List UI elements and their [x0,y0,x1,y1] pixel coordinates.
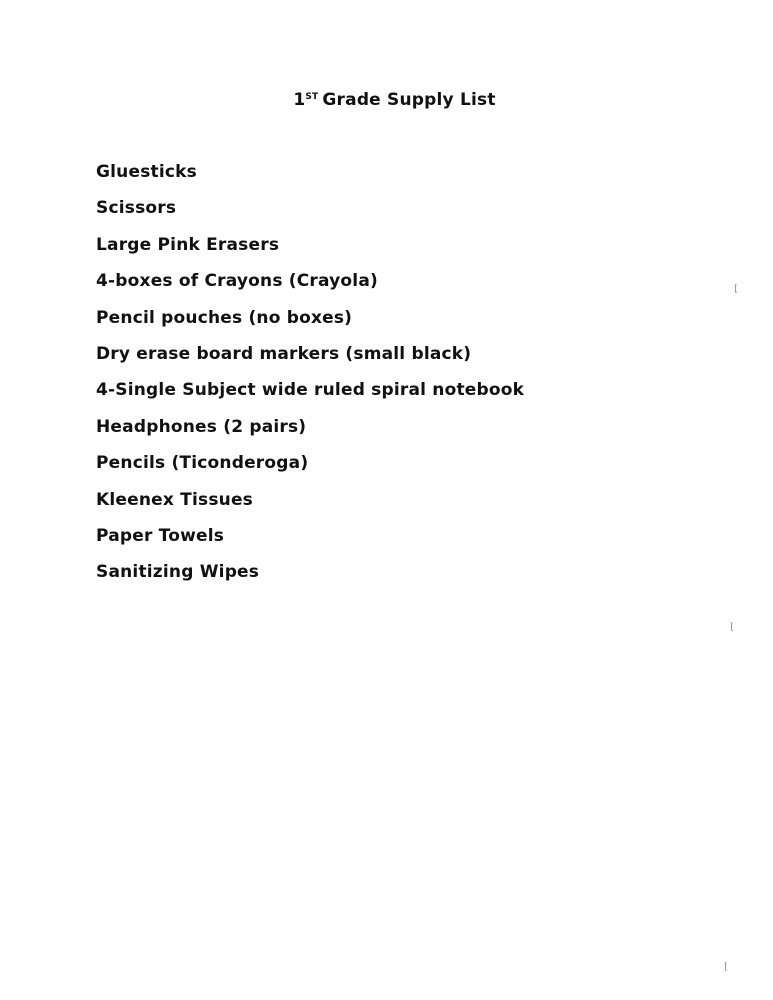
scan-speck: ꞁ [734,282,738,293]
supply-item: Pencil pouches (no boxes) [96,307,353,328]
scan-speck: ꞁ [730,620,734,631]
supply-item: Paper Towels [96,525,225,546]
title-grade-number: 1 [293,90,306,110]
supply-item: Gluesticks [96,162,197,182]
supply-item: Dry erase board markers (small black) [96,343,472,364]
supply-list [96,158,524,595]
supply-item: 4-Single Subject wide ruled spiral notebook [96,380,525,401]
scan-speck: ꞁ [724,960,728,971]
supply-item: Scissors [96,198,177,219]
supply-item: Pencils (Ticonderoga) [96,453,309,474]
supply-item: 4-boxes of Crayons (Crayola) [96,271,378,292]
title-ordinal-suffix: ST [305,92,319,102]
title-text: Grade Supply List [322,90,496,110]
supply-item: Large Pink Erasers [96,234,280,255]
supply-item: Sanitizing Wipes [96,562,260,583]
supply-item: Headphones (2 pairs) [96,416,307,437]
page-title [0,90,773,110]
supply-item: Kleenex Tissues [96,489,253,510]
